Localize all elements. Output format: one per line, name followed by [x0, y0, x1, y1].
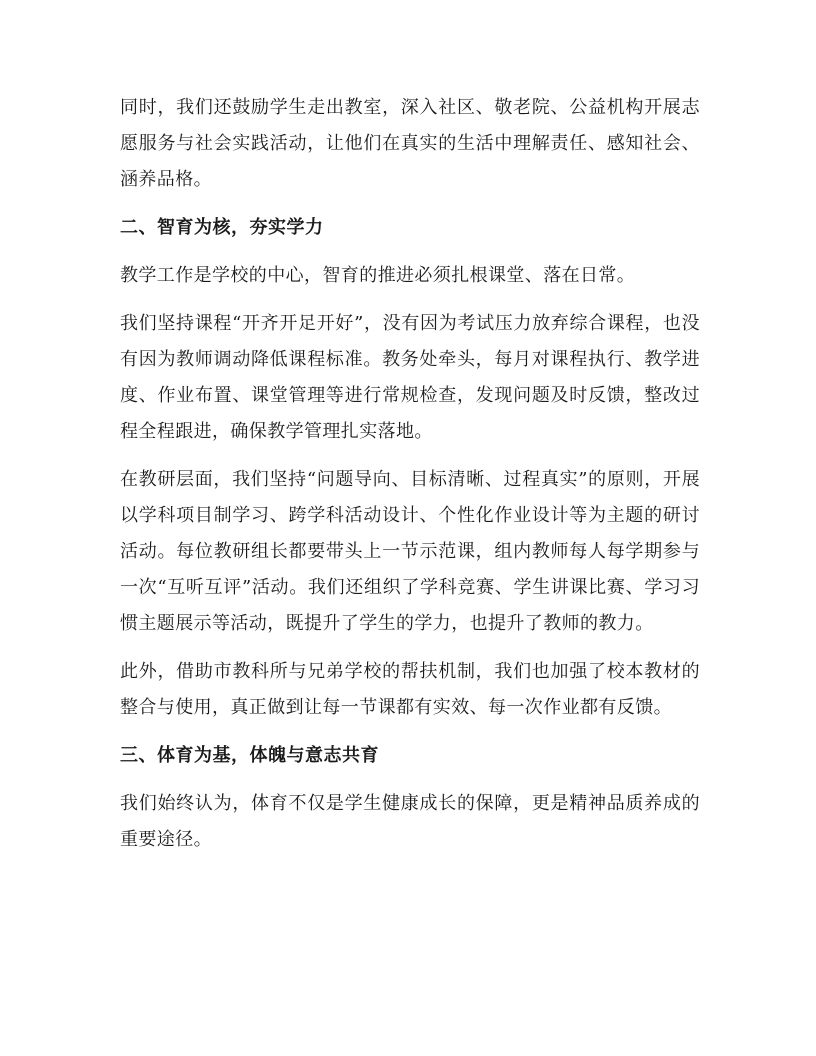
paragraph-teaching-research: 在教研层面，我们坚持“问题导向、目标清晰、过程真实”的原则，开展以学科项目制学习、跨学科活动设计、个性化作业设计等为主题的研讨活动。每位教研组长都要带头上一节示范课，组内教师每人每学期参与一次“互听互评”活动。我们还组织了学科竞赛、学生讲课比赛、学习习惯主题展示等活动，既提升了学生的学力，也提升了教师的教力。: [120, 469, 700, 634]
paragraph-social-practice: 同时，我们还鼓励学生走出教室，深入社区、敬老院、公益机构开展志愿服务与社会实践活动，让他们在真实的生活中理解责任、感知社会、涵养品格。: [120, 97, 700, 190]
paragraph-school-textbooks: 此外，借助市教科所与兄弟学校的帮扶机制，我们也加强了校本教材的整合与使用，真正做到让每一节课都有实效、每一次作业都有反馈。: [120, 661, 700, 718]
section-heading-intellectual-education: 二、智育为核，夯实学力: [120, 217, 324, 238]
paragraph-curriculum: 我们坚持课程“开齐开足开好”，没有因为考试压力放弃综合课程，也没有因为教师调动降低课程标准。教务处牵头，每月对课程执行、教学进度、作业布置、课堂管理等进行常规检查，发现问题及时反馈，整改过程全程跟进，确保教学管理扎实落地。: [120, 313, 700, 442]
document-page: [120, 90, 700, 870]
paragraph-teaching-center: 教学工作是学校的中心，智育的推进必须扎根课堂、落在日常。: [120, 265, 636, 286]
section-heading-physical-education: 三、体育为基，体魄与意志共育: [120, 745, 379, 766]
paragraph-physical-education: 我们始终认为，体育不仅是学生健康成长的保障，更是精神品质养成的重要途径。: [120, 793, 700, 850]
